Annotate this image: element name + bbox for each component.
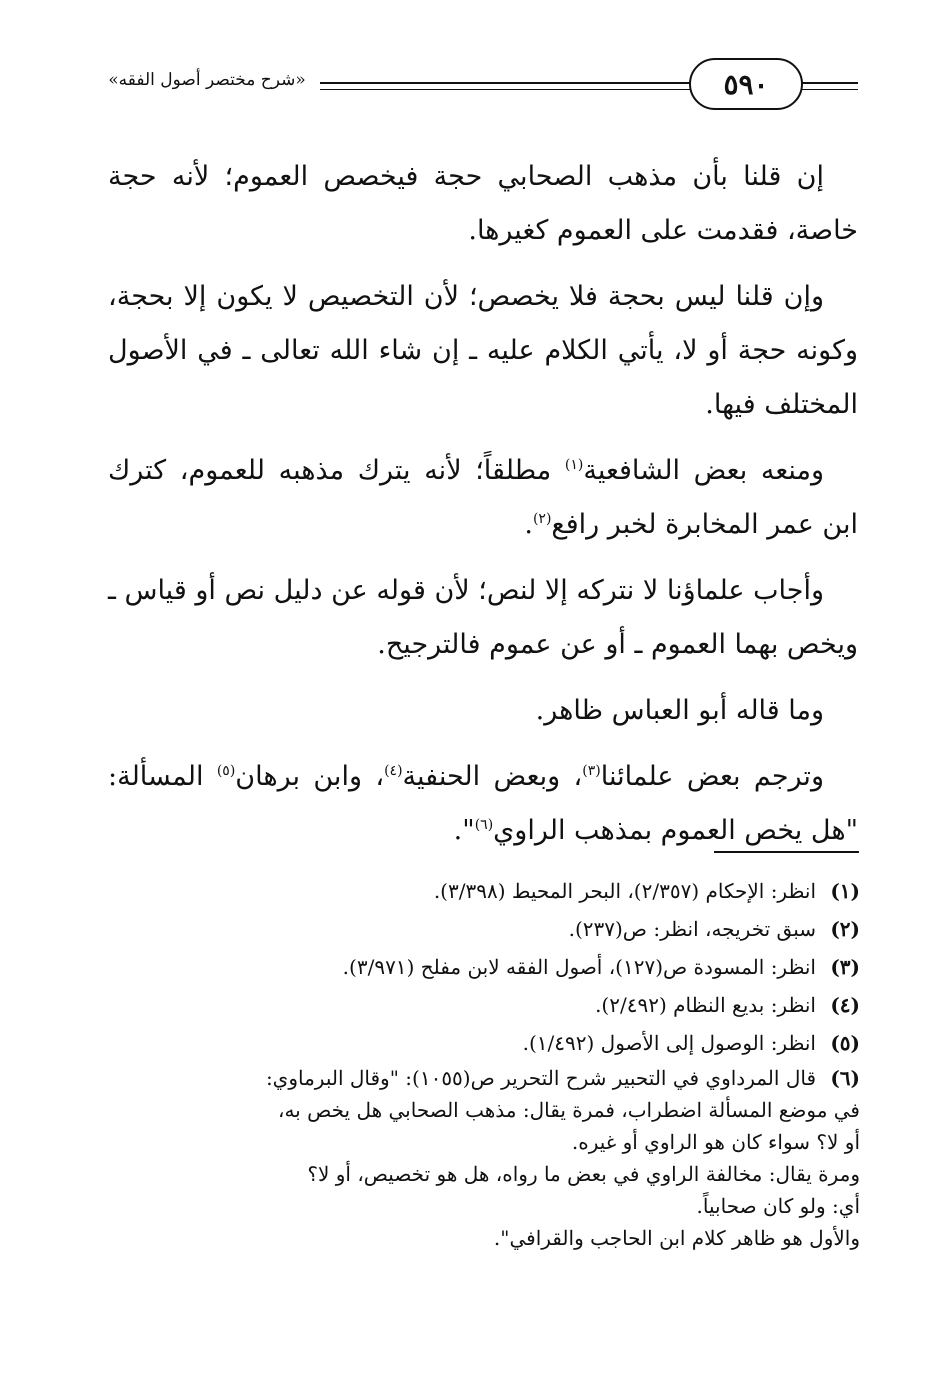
footnote-line: أي: ولو كان صحابياً. bbox=[696, 1194, 860, 1218]
header-rule-right-thin bbox=[800, 89, 858, 90]
footnote-number: (٣) bbox=[830, 955, 860, 979]
footnote bbox=[108, 986, 860, 1024]
paragraph bbox=[108, 684, 858, 738]
footnote-text: انظر: المسودة ص(١٢٧)، أصول الفقه لابن مفلح (٣/٩٧١). bbox=[342, 955, 816, 979]
footnote-text-block bbox=[108, 1062, 860, 1254]
header-rule-thin bbox=[320, 89, 725, 90]
paragraph-text: وأجاب علماؤنا لا نتركه إلا لنص؛ لأن قوله عن دليل نص أو قياس ـ ويخص بهما العموم ـ أو عن عموم فالترجيح. bbox=[108, 575, 858, 660]
paragraph-text: ، وابن برهان bbox=[235, 761, 385, 792]
footnote-text: انظر: الإحكام (٢/٣٥٧)، البحر المحيط (٣/٣٩٨). bbox=[433, 879, 816, 903]
footnote-number: (٤) bbox=[830, 993, 860, 1017]
footnote bbox=[108, 872, 860, 910]
page-number: ٥٩٠ bbox=[723, 67, 769, 101]
footnote-number: (٦) bbox=[830, 1066, 860, 1090]
paragraph bbox=[108, 750, 858, 858]
footnote-text: سبق تخريجه، انظر: ص(٢٣٧). bbox=[568, 917, 816, 941]
footnote bbox=[108, 1024, 860, 1062]
footnote bbox=[108, 910, 860, 948]
paragraph-text: وترجم بعض علمائنا bbox=[600, 761, 824, 792]
footnote-ref[interactable]: (٤) bbox=[384, 763, 403, 779]
paragraph-text: مطلقاً؛ لأنه يترك مذهبه للعموم، كترك ابن عمر المخابرة لخبر رافع bbox=[108, 455, 858, 540]
footnote bbox=[108, 1062, 860, 1254]
footnote-text: انظر: الوصول إلى الأصول (١/٤٩٢). bbox=[522, 1031, 816, 1055]
page-number-oval bbox=[689, 58, 803, 110]
paragraph bbox=[108, 444, 858, 552]
footnote-ref[interactable]: (٦) bbox=[474, 817, 494, 833]
paragraph-text: إن قلنا بأن مذهب الصحابي حجة فيخصص العموم؛ لأنه حجة خاصة، فقدمت على العموم كغيرها. bbox=[108, 161, 858, 246]
footnote-number: (٢) bbox=[830, 917, 860, 941]
footnote-number: (١) bbox=[830, 879, 860, 903]
paragraph-text: ". bbox=[453, 815, 475, 846]
footnote-line: أو لا؟ سواء كان هو الراوي أو غيره. bbox=[571, 1130, 860, 1154]
header-rule-thick bbox=[320, 82, 725, 84]
paragraph bbox=[108, 270, 858, 432]
footnote bbox=[108, 948, 860, 986]
paragraph-text: ، وبعض الحنفية bbox=[402, 761, 583, 792]
main-text bbox=[108, 150, 858, 870]
paragraph bbox=[108, 150, 858, 258]
footnote-line: ومرة يقال: مخالفة الراوي في بعض ما رواه، هل هو تخصيص، أو لا؟ bbox=[307, 1162, 860, 1186]
paragraph-text: ومنعه بعض الشافعية bbox=[583, 455, 825, 486]
footnote-ref[interactable]: (٢) bbox=[532, 511, 552, 527]
page-header bbox=[96, 56, 861, 120]
header-rule-right-thick bbox=[800, 82, 858, 84]
footnote-number: (٥) bbox=[830, 1031, 860, 1055]
footnote-text: انظر: بديع النظام (٢/٤٩٢). bbox=[595, 993, 816, 1017]
footnotes bbox=[108, 872, 860, 1254]
footnote-separator bbox=[714, 851, 859, 853]
footnote-ref[interactable]: (٥) bbox=[216, 763, 236, 779]
paragraph-text: وإن قلنا ليس بحجة فلا يخصص؛ لأن التخصيص لا يكون إلا بحجة، وكونه حجة أو لا، يأتي الكلام عليه ـ إن شاء الله تعالى ـ في الأصول المختلف فيها. bbox=[108, 281, 858, 420]
footnote-line: والأول هو ظاهر كلام ابن الحاجب والقرافي". bbox=[493, 1226, 860, 1250]
paragraph-text: المسألة: "هل يخص العموم بمذهب الراوي bbox=[108, 761, 858, 846]
footnote-ref[interactable]: (١) bbox=[564, 457, 584, 473]
paragraph-text: . bbox=[524, 509, 533, 540]
paragraph bbox=[108, 564, 858, 672]
footnote-line: في موضع المسألة اضطراب، فمرة يقال: مذهب الصحابي هل يخص به، bbox=[278, 1098, 860, 1122]
footnote-ref[interactable]: (٣) bbox=[582, 763, 601, 779]
footnote-line: قال المرداوي في التحبير شرح التحرير ص(١٠٥٥): "وقال البرماوي: bbox=[265, 1066, 816, 1090]
paragraph-text: وما قاله أبو العباس ظاهر. bbox=[535, 695, 824, 726]
running-title: «شرح مختصر أصول الفقه» bbox=[108, 70, 306, 90]
